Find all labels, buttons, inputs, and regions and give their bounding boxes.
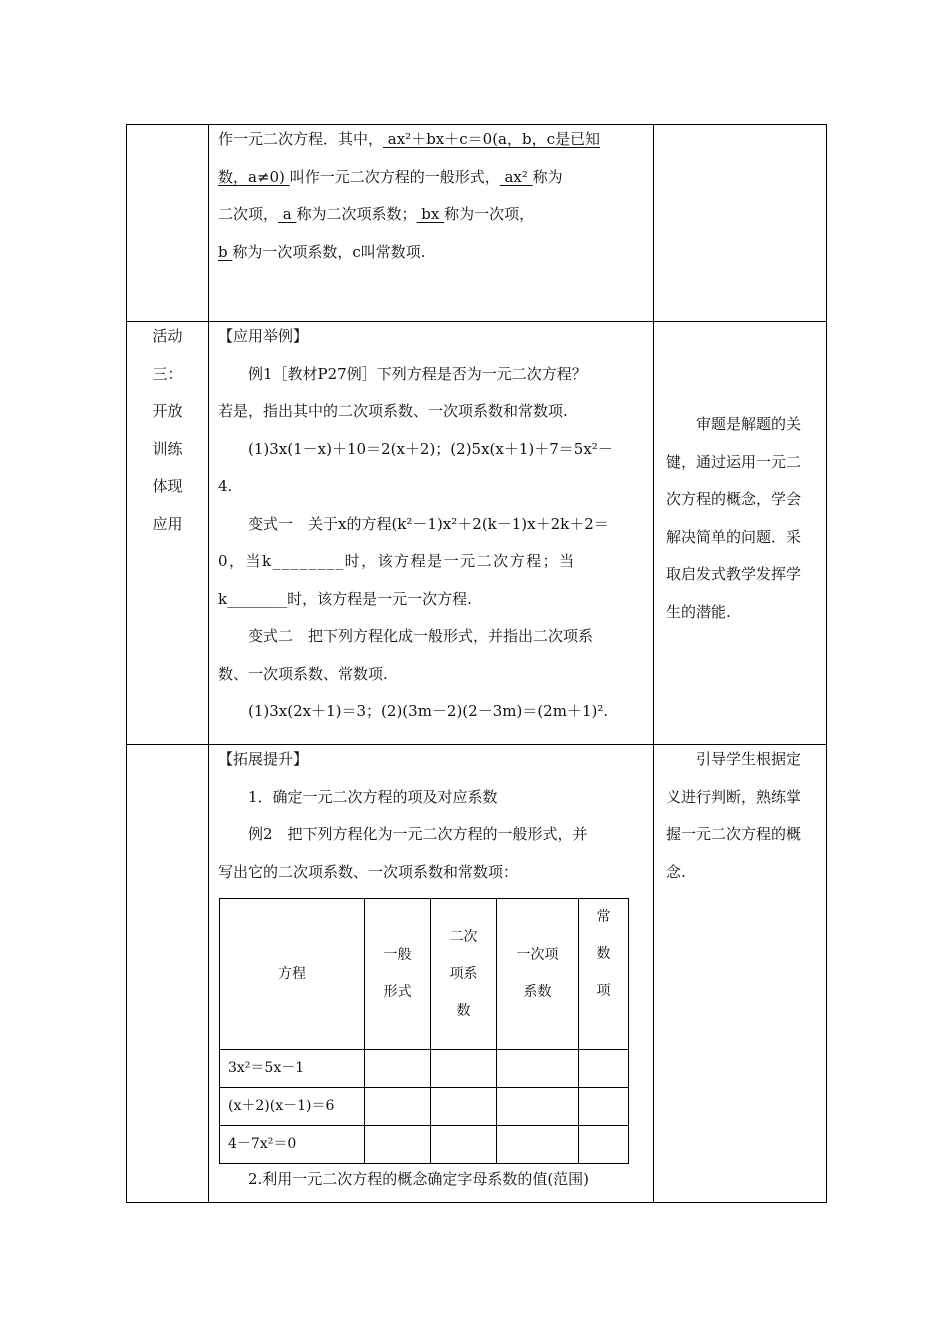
example-1-equations: 4. — [218, 477, 233, 495]
answer-cell[interactable] — [579, 1088, 629, 1126]
activity-line: 训练 — [152, 439, 183, 458]
equation-cell: (x＋2)(x－1)＝6 — [220, 1088, 365, 1126]
activity-line: 应用 — [152, 514, 183, 533]
answer-cell[interactable] — [579, 1126, 629, 1164]
example-1-equations: (1)3x(1－x)＋10＝2(x＋2)；(2)5x(x＋1)＋7＝5x²－ — [248, 439, 613, 458]
note-line: 念. — [666, 862, 686, 881]
header-quadratic-coef: 二次 项系 数 — [431, 899, 497, 1050]
note-line: 次方程的概念，学会 — [666, 490, 802, 508]
note-line: 握一元二次方程的概 — [666, 825, 802, 843]
example-1-text: 若是，指出其中的二次项系数、一次项系数和常数项. — [218, 402, 568, 420]
answer-cell[interactable] — [431, 1088, 497, 1126]
extension-item-2: 2.利用一元二次方程的概念确定字母系数的值(范围) — [248, 1170, 590, 1188]
activity-line: 活动 — [152, 327, 183, 345]
header-linear-coef: 一次项 系数 — [497, 899, 579, 1050]
activity-line: 体现 — [152, 477, 183, 495]
answer-cell[interactable] — [431, 1050, 497, 1088]
header-equation: 方程 — [220, 899, 365, 1050]
answer-cell[interactable] — [365, 1088, 431, 1126]
answer-cell[interactable] — [365, 1050, 431, 1088]
table-row — [220, 1126, 629, 1164]
variant-1-text: 变式一 关于x的方程(k²－1)x²＋2(k－1)x＋2k＋2＝ — [248, 514, 609, 533]
variant-2-text: 数、一次项系数、常数项. — [218, 664, 388, 683]
activity-label-cell — [127, 322, 209, 745]
row-extension — [127, 745, 827, 1203]
def-line-2: 数，a≠0) 叫作一元二次方程的一般形式， ax² 称为 — [218, 167, 563, 186]
activity-cell-empty — [127, 125, 209, 322]
equation-cell: 4－7x²＝0 — [220, 1126, 365, 1164]
example-1-text: 例1［教材P27例］下列方程是否为一元二次方程？ — [248, 364, 587, 383]
table-row — [220, 1088, 629, 1126]
answer-cell[interactable] — [497, 1050, 579, 1088]
answer-cell[interactable] — [365, 1126, 431, 1164]
def-line-1: 作一元二次方程．其中， ax²＋bx＋c＝0(a，b，c是已知 — [218, 130, 601, 148]
definition-cell — [209, 125, 654, 322]
variant-2-equations: (1)3x(2x＋1)＝3；(2)(3m－2)(2－3m)＝(2m＋1)². — [248, 702, 609, 720]
header-constant: 常 数 项 — [579, 899, 629, 1050]
header-general-form: 一般 形式 — [365, 899, 431, 1050]
note-line: 取启发式教学发挥学 — [666, 565, 802, 583]
coefficient-table-header — [220, 899, 629, 1050]
section-heading: 【应用举例】 — [218, 327, 309, 345]
answer-cell[interactable] — [497, 1126, 579, 1164]
answer-cell[interactable] — [497, 1088, 579, 1126]
note-line: 义进行判断，熟练掌 — [666, 787, 802, 806]
extension-item-1: 1．确定一元二次方程的项及对应系数 — [248, 787, 498, 806]
note-line: 引导学生根据定 — [696, 750, 802, 768]
note-cell — [654, 745, 827, 1203]
equation-cell: 3x²＝5x－1 — [220, 1050, 365, 1088]
variant-1-text: 0，当k________时，该方程是一元二次方程；当 — [218, 552, 576, 570]
def-line-3: 二次项， a 称为二次项系数； bx 称为一次项， — [218, 205, 535, 223]
activity-cell-empty — [127, 745, 209, 1203]
note-line: 键，通过运用一元二 — [666, 452, 802, 471]
variant-2-text: 变式二 把下列方程化成一般形式，并指出二次项系 — [248, 627, 594, 645]
answer-cell[interactable] — [579, 1050, 629, 1088]
note-line: 生的潜能. — [666, 602, 731, 621]
note-cell — [654, 322, 827, 745]
extension-cell — [209, 745, 654, 1203]
answer-cell[interactable] — [431, 1126, 497, 1164]
note-line: 审题是解题的关 — [696, 415, 802, 433]
application-cell — [209, 322, 654, 745]
note-line: 解决简单的问题．采 — [666, 527, 802, 546]
example-2-text: 例2 把下列方程化为一元二次方程的一般形式，并 — [248, 825, 588, 843]
activity-line: 开放 — [152, 402, 183, 420]
coefficient-table — [219, 898, 629, 1164]
example-2-text: 写出它的二次项系数、一次项系数和常数项： — [218, 862, 519, 881]
section-heading: 【拓展提升】 — [218, 750, 309, 768]
variant-1-text: k________时，该方程是一元一次方程. — [218, 589, 472, 608]
lesson-table — [126, 124, 827, 1203]
table-row — [220, 1050, 629, 1088]
row-definition — [127, 125, 827, 322]
def-line-4: b 称为一次项系数，c叫常数项. — [218, 242, 426, 261]
row-application — [127, 322, 827, 745]
activity-line: 三： — [152, 364, 183, 383]
note-cell-empty — [654, 125, 827, 322]
